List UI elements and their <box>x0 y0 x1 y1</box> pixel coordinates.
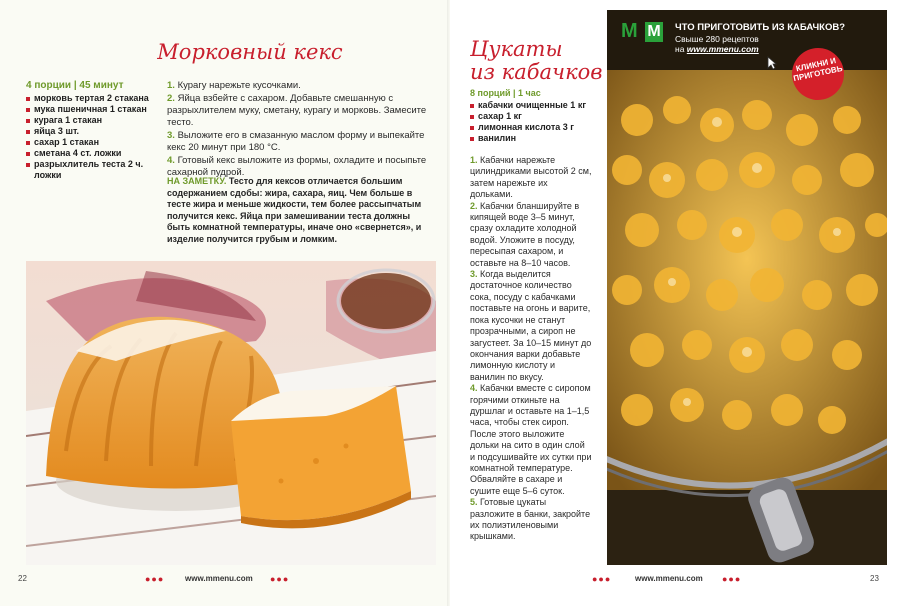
ingredient-item: сахар 1 кг <box>470 111 610 122</box>
recipe-steps <box>470 155 592 543</box>
click-and-cook-badge[interactable]: КЛИКНИ И ПРИГОТОВЬ <box>787 43 849 105</box>
mmenu-logo-m-box: M <box>645 22 663 42</box>
recipe-title-candied-zucchini: Цукаты из кабачков <box>470 37 603 84</box>
ingredients-list <box>470 100 610 144</box>
step: 1. Курагу нарежьте кусочками. <box>167 80 301 91</box>
footer-url: www.mmenu.com <box>185 574 253 583</box>
recipe-meta: 8 порций | 1 час <box>470 88 541 98</box>
ingredients-list <box>26 93 156 181</box>
step: 3. Когда выделится достаточное количество сока, посуду с кабачками поставьте на огонь и варите, пока кусочки не станут прозрачными, а сироп не загустеет. За 10–15 минут до окончания варки добавьте лимонную кислоту и ванилин по вкусу. <box>470 269 592 382</box>
banner-url[interactable]: на www.mmenu.com <box>675 44 759 54</box>
recipe-steps <box>167 80 435 180</box>
carrot-cake-illustration <box>26 261 436 565</box>
ingredient-item: сахар 1 стакан <box>26 137 156 148</box>
footer-dots-left: ●●● <box>145 574 165 584</box>
promo-banner[interactable] <box>607 10 887 84</box>
footer-dots-right: ●●● <box>270 574 290 584</box>
step: 2. Яйца взбейте с сахаром. Добавьте смешанную с разрыхлителем муку, сметану, курагу и морковь. Замесите тесто. <box>167 93 427 128</box>
banner-title: ЧТО ПРИГОТОВИТЬ ИЗ КАБАЧКОВ? <box>675 22 846 33</box>
candied-zucchini-illustration <box>607 10 887 565</box>
page-number: 22 <box>18 574 27 583</box>
step: 4. Кабачки вместе с сиропом горячими откиньте на дуршлаг и оставьте на 1–1,5 часа, чтобы стек сироп. После этого выложите дольки на сито в один слой и подсушивайте их сутки при комнатной температуре. Обваляйте в сахаре и сушите еще 5–6 суток. <box>470 383 592 496</box>
ingredient-item: кабачки очищенные 1 кг <box>470 100 610 111</box>
ingredient-item: ванилин <box>470 133 610 144</box>
footer-url: www.mmenu.com <box>635 574 703 583</box>
ingredient-item: яйца 3 шт. <box>26 126 156 137</box>
ingredient-item: лимонная кислота 3 г <box>470 122 610 133</box>
ingredient-item: курага 1 стакан <box>26 115 156 126</box>
recipe-title-carrot-cake: Морковный кекс <box>157 40 343 64</box>
right-page <box>450 0 900 606</box>
step: 3. Выложите его в смазанную маслом форму и выпекайте кекс 20 минут при 180 °С. <box>167 130 425 153</box>
page-number: 23 <box>870 574 879 583</box>
step: 1. Кабачки нарежьте цилиндриками высотой 2 см, затем нарежьте их дольками. <box>470 155 592 200</box>
footer-dots-right: ●●● <box>722 574 742 584</box>
step: 4. Готовый кекс выложите из формы, охладите и посыпьте сахарной пудрой. <box>167 155 427 178</box>
banner-subtitle: Свыше 280 рецептов <box>675 34 759 44</box>
carrot-cake-photo <box>26 261 436 565</box>
ingredient-item: мука пшеничная 1 стакан <box>26 104 156 115</box>
footer-dots-left: ●●● <box>592 574 612 584</box>
cursor-arrow-icon <box>767 56 777 70</box>
step: 2. Кабачки бланшируйте в кипящей воде 3–5 минут, сразу охладите холодной водой. Уложите в посуду, пересыпая сахаром, и оставьте на 8–10 часов. <box>470 200 580 268</box>
mmenu-logo-m: M <box>621 20 638 42</box>
candied-zucchini-photo <box>607 10 887 565</box>
note-text: Тесто для кексов отличается большим содержанием сдобы: жира, сахара, яиц. Чем больше в тесте жира и меньше жидкости, тем более рассыпчатым получится кекс. Яйца при замешивании теста должны быть комнатной температуры, иначе оно «свернется», и изделие получится грубым и ломким. <box>167 176 422 244</box>
note-label: НА ЗАМЕТКУ. <box>167 176 227 186</box>
ingredient-item: морковь тертая 2 стакана <box>26 93 156 104</box>
recipe-meta: 4 порции | 45 минут <box>26 80 124 91</box>
note-box <box>167 176 432 245</box>
step: 5. Готовые цукаты разложите в банки, закройте их полиэтиленовыми крышками. <box>470 497 591 542</box>
ingredient-item: разрыхлитель теста 2 ч. ложки <box>26 159 156 181</box>
ingredient-item: сметана 4 ст. ложки <box>26 148 156 159</box>
